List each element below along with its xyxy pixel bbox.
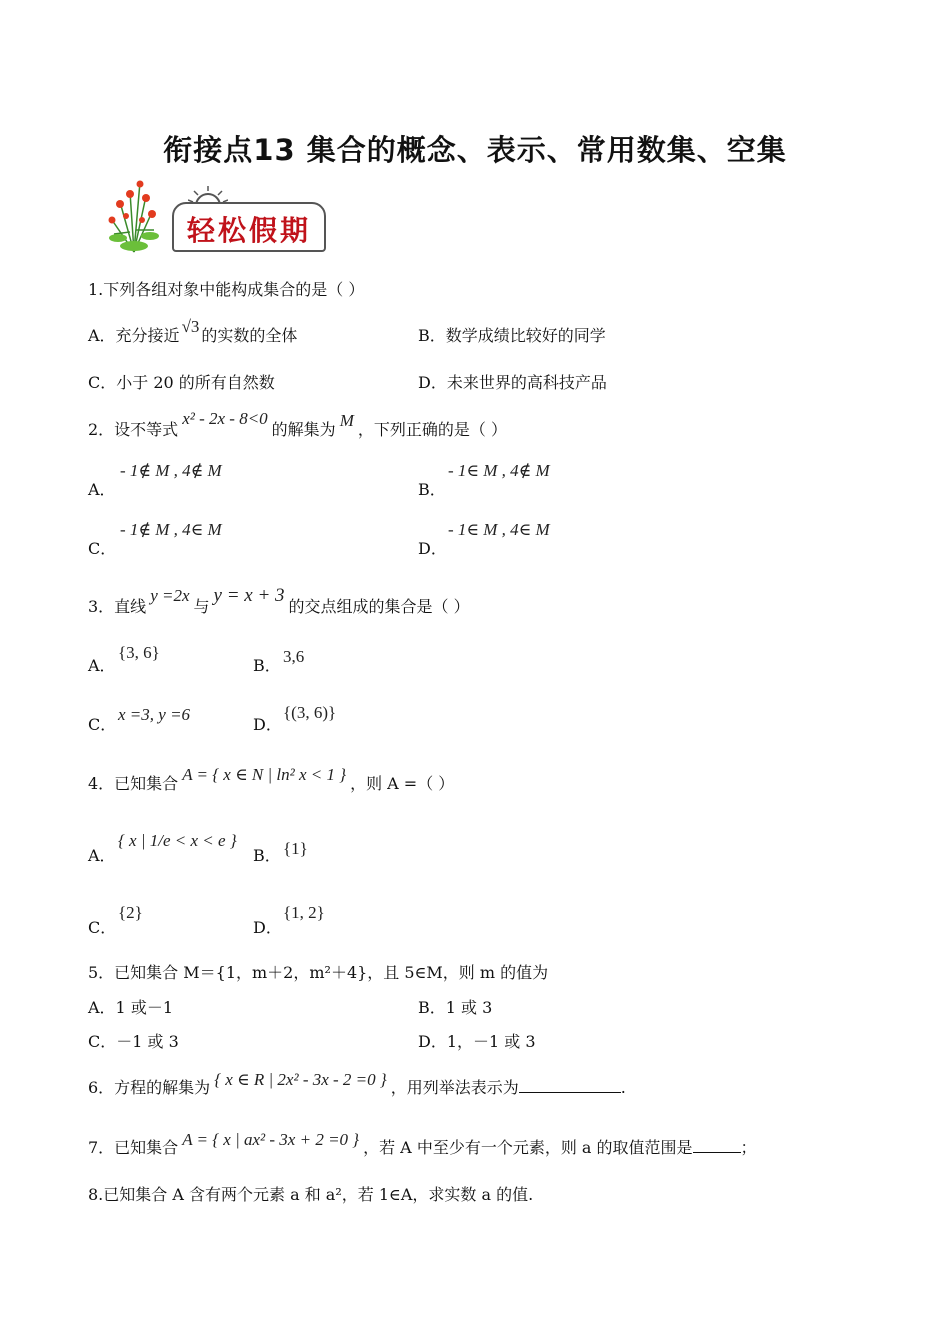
question-3-option-b-label: B． <box>253 656 281 675</box>
question-7 <box>88 1130 757 1158</box>
question-2-option-c-math: - 1∉ M , 4∈ M <box>120 520 222 539</box>
question-1-option-a <box>88 317 298 346</box>
question-3-option-c-math: x =3, y =6 <box>118 705 191 724</box>
question-3-mid: 与 <box>193 597 210 616</box>
question-7-post: ，若 A 中至少有一个元素，则 a 的取值范围是 <box>363 1138 693 1157</box>
question-4-option-b-math: {1} <box>283 839 308 858</box>
question-6-post: ，用列举法表示为 <box>390 1078 519 1097</box>
set-m-math: M <box>339 411 354 430</box>
question-5-option-d: D．1，－1 或 3 <box>418 1032 536 1051</box>
question-4-option-a-math: { x | 1/e < x < e } <box>118 831 237 850</box>
question-2-option-d-label: D． <box>418 539 447 558</box>
question-2-option-d-math: - 1∈ M , 4∈ M <box>448 520 550 539</box>
question-7-pre: 7．已知集合 <box>88 1138 179 1157</box>
question-4-post: ，则 A =（ ） <box>350 774 455 793</box>
inequality-math: x² - 2x - 8<0 <box>182 409 268 428</box>
line-2-math: y = x + 3 <box>213 585 285 606</box>
question-5-option-b: B．1 或 3 <box>418 998 493 1017</box>
question-2-option-a-label: A． <box>88 480 116 499</box>
question-4-option-b-label: B． <box>253 846 281 865</box>
question-2-option-b-math: - 1∈ M , 4∉ M <box>448 461 550 480</box>
question-1-option-c: C．小于 20 的所有自然数 <box>88 373 275 392</box>
question-2-option-c-label: C． <box>88 539 117 558</box>
question-6-end: . <box>620 1078 626 1097</box>
question-3-option-a-math: {3, 6} <box>118 643 160 662</box>
flower-illustration-icon <box>100 172 168 254</box>
question-3-post: 的交点组成的集合是（ ） <box>288 597 470 616</box>
question-2-stem <box>88 409 507 440</box>
page-title: 衔接点13 集合的概念、表示、常用数集、空集 <box>163 133 787 167</box>
question-4-option-a-label: A． <box>88 846 116 865</box>
option-a-text: A．充分接近 <box>88 326 180 345</box>
question-3-pre: 3．直线 <box>88 597 147 616</box>
question-3-option-c-label: C． <box>88 715 117 734</box>
holiday-banner <box>100 172 330 254</box>
question-8-stem: 8.已知集合 A 含有两个元素 a 和 a²，若 1∈A，求实数 a 的值. <box>88 1185 534 1204</box>
question-5-option-c: C．－1 或 3 <box>88 1032 179 1051</box>
question-4-option-d-label: D． <box>253 918 282 937</box>
solution-set-math: { x ∈ R | 2x² - 3x - 2 =0 } <box>214 1070 387 1089</box>
question-1-option-b: B．数学成绩比较好的同学 <box>418 326 606 345</box>
question-2-option-a-math: - 1∉ M , 4∉ M <box>120 461 222 480</box>
banner-sign <box>172 202 326 252</box>
sqrt-3-math: √3 <box>181 317 200 336</box>
question-2-option-b-label: B． <box>418 480 446 499</box>
question-3-option-d-label: D． <box>253 715 282 734</box>
question-3-option-b-math: 3,6 <box>283 647 305 666</box>
question-5-stem: 5．已知集合 M＝{1，m＋2，m²＋4}，且 5∈M，则 m 的值为 <box>88 963 549 982</box>
question-2-pre: 2．设不等式 <box>88 420 179 439</box>
question-3-option-a-label: A． <box>88 656 116 675</box>
question-2-mid: 的解集为 <box>271 420 336 439</box>
question-4-pre: 4．已知集合 <box>88 774 179 793</box>
line-1-math: y =2x <box>150 586 190 605</box>
question-4-stem <box>88 765 455 794</box>
question-3-stem <box>88 585 470 618</box>
question-4-option-d-math: {1, 2} <box>283 903 325 922</box>
question-7-end: ； <box>740 1138 757 1157</box>
question-6-pre: 6．方程的解集为 <box>88 1078 211 1097</box>
question-5-option-a: A．1 或－1 <box>88 998 174 1017</box>
question-4-option-c-label: C． <box>88 918 117 937</box>
option-a-tail: 的实数的全体 <box>201 326 298 345</box>
question-6 <box>88 1070 626 1098</box>
question-1-option-d: D．未来世界的高科技产品 <box>418 373 607 392</box>
banner-text: 轻松假期 <box>186 214 311 247</box>
question-1-stem: 1.下列各组对象中能构成集合的是（ ） <box>88 280 365 299</box>
answer-blank[interactable] <box>519 1078 621 1093</box>
question-4-option-c-math: {2} <box>118 903 143 922</box>
answer-blank[interactable] <box>693 1138 741 1153</box>
question-3-option-d-math: {(3, 6)} <box>283 703 337 722</box>
set-a-definition-math: A = { x ∈ N | ln² x < 1 } <box>182 765 347 784</box>
set-a-equation-math: A = { x | ax² - 3x + 2 =0 } <box>182 1130 360 1149</box>
question-2-post: ，下列正确的是（ ） <box>357 420 507 439</box>
